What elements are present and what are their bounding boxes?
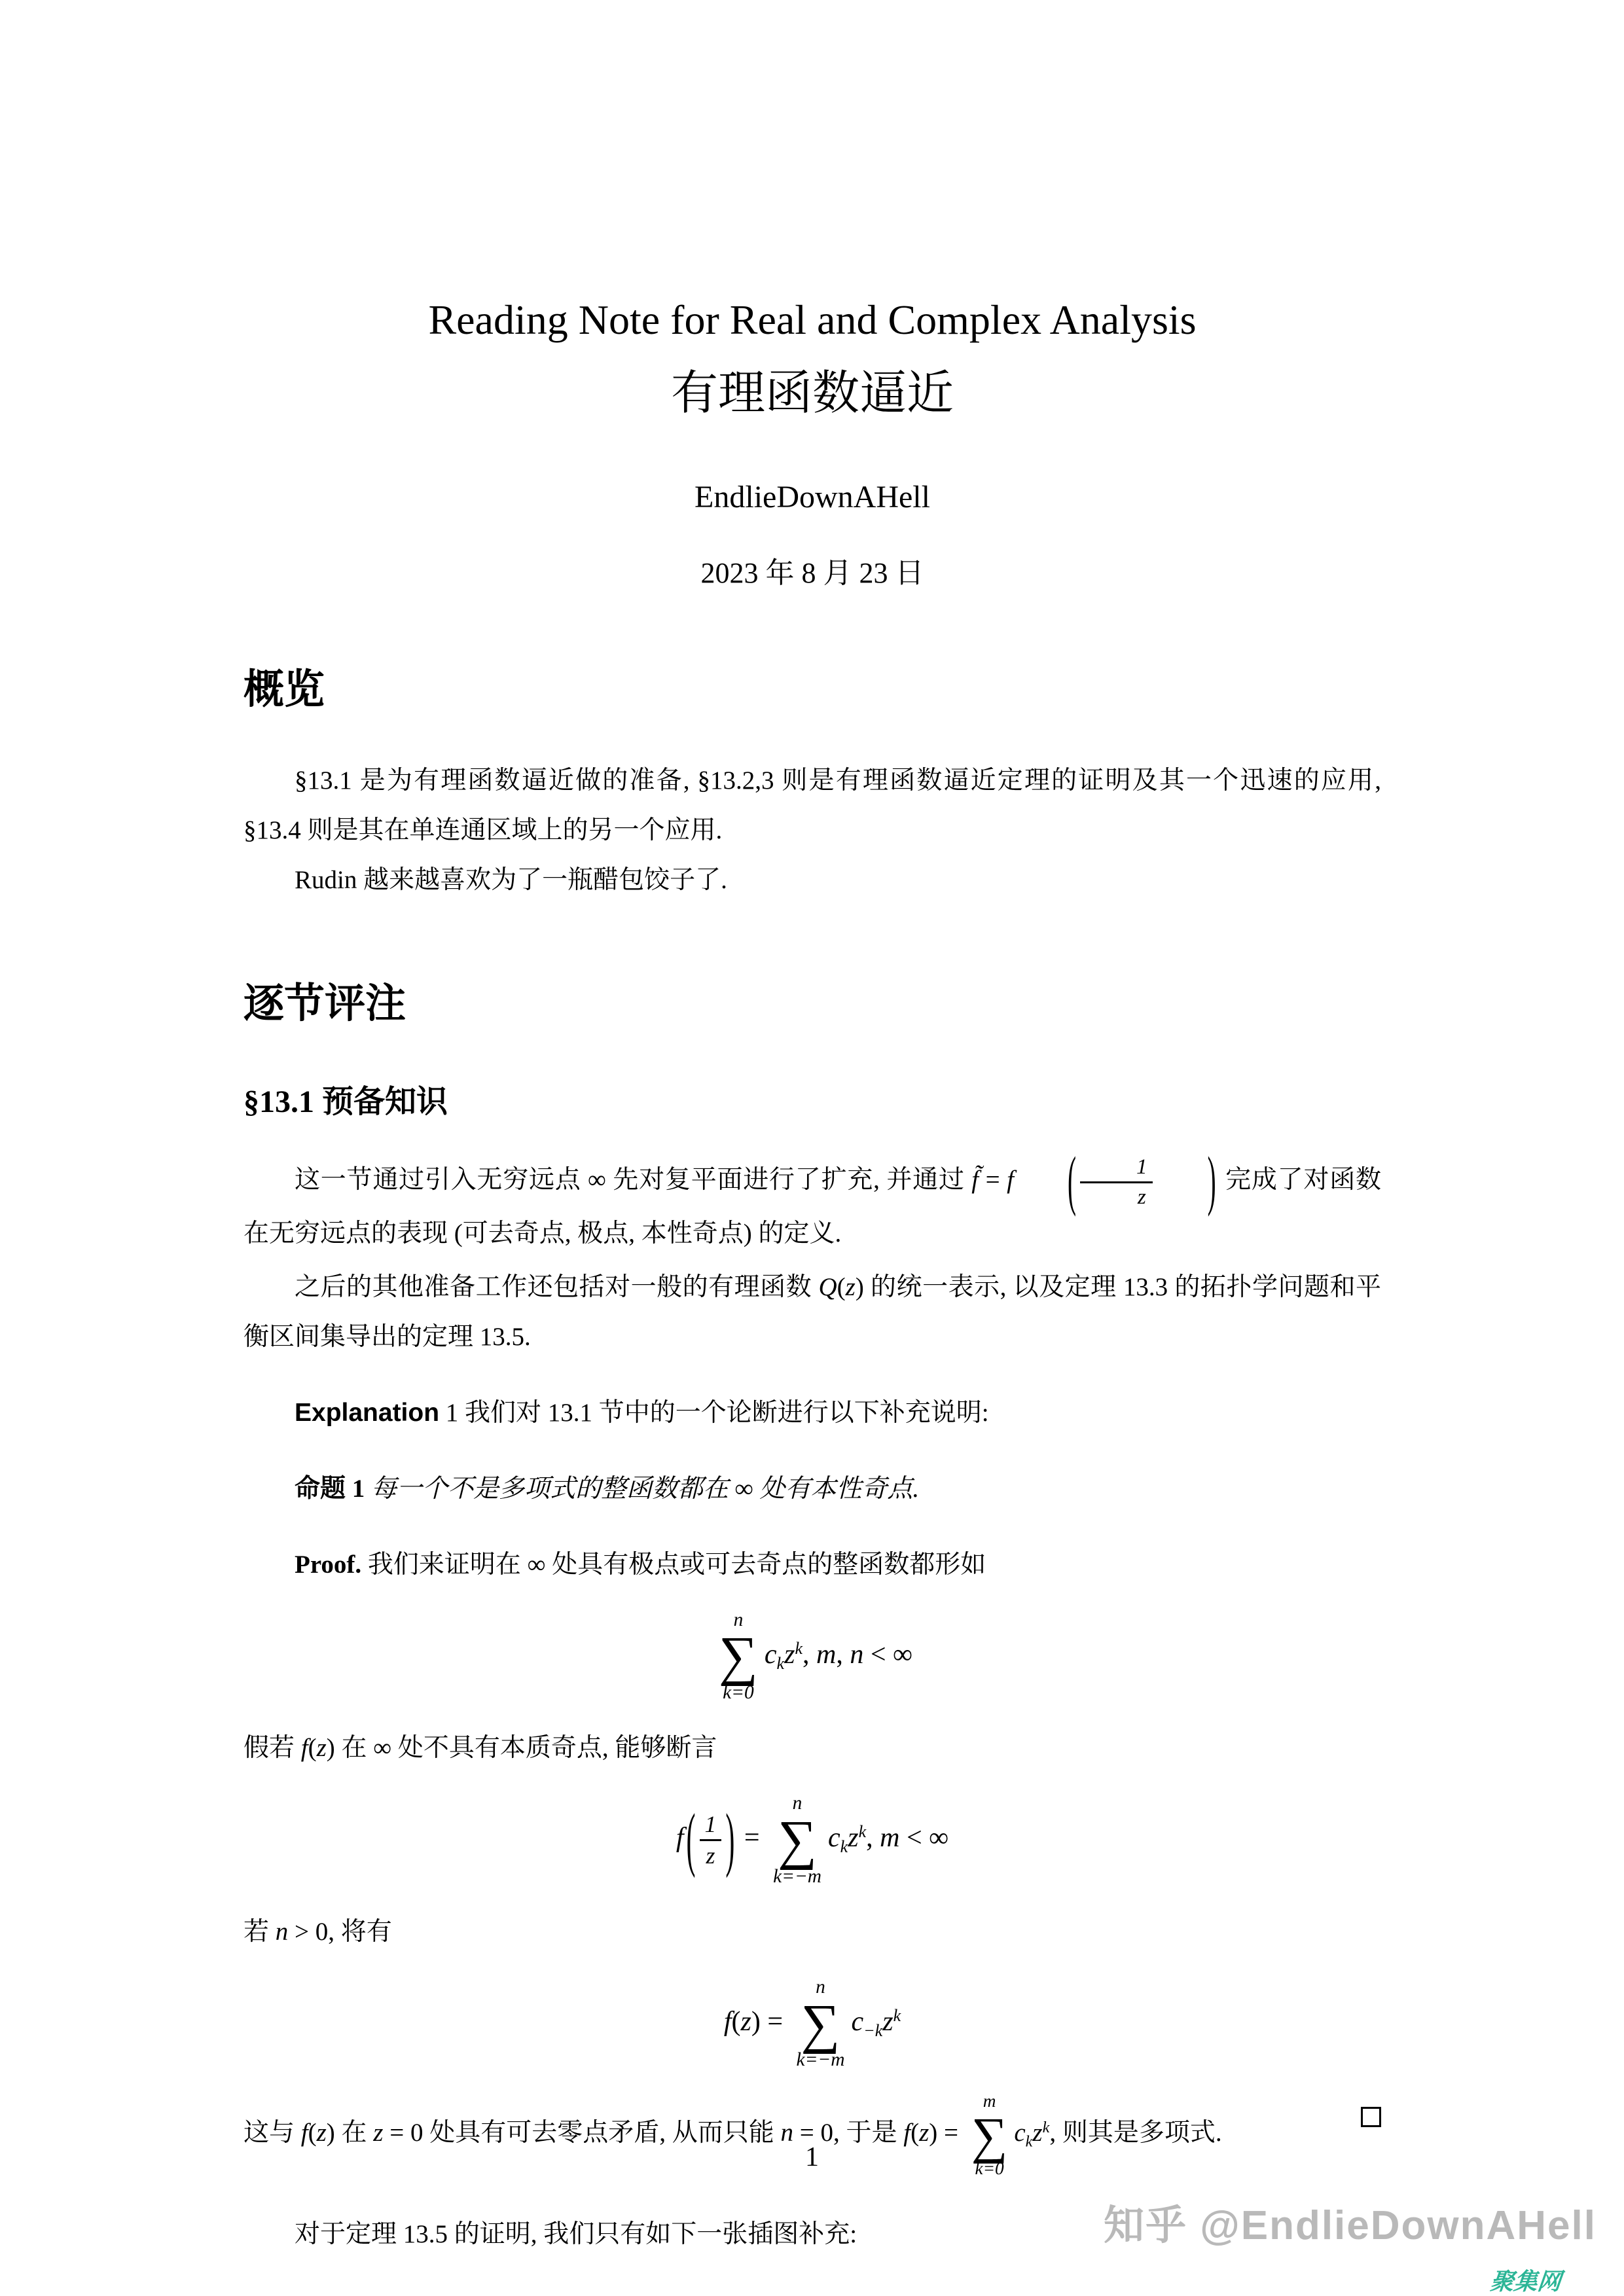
- subsection-heading-13-1: §13.1 预备知识: [244, 1084, 448, 1119]
- paragraph-preparation: 之后的其他准备工作还包括对一般的有理函数 Q(z) 的统一表示, 以及定理 13.3 的拓扑学问题和平衡区间集导出的定理 13.5.: [244, 1272, 1381, 1351]
- section-commentary: [244, 981, 1381, 2259]
- paragraph-plane-extension: 这一节通过引入无穷远点 ∞ 先对复平面进行了扩充, 并通过 f̃ = f ( $\frac{1}{z}$ ) 完成了对函数在无穷远点的表现 (可去奇点, 极点, 本性奇点) 的定义.: [244, 1145, 1381, 1247]
- overview-paragraph-intro: §13.1 是为有理函数逼近做的准备, §13.2,3 则是有理函数逼近定理的证明及其一个迅速的应用, §13.4 则是其在单连通区域上的另一个应用.: [244, 766, 1381, 844]
- overview-paragraph-rudin: Rudin 越来越喜欢为了一瓶醋包饺子了.: [295, 865, 727, 894]
- paragraph-if-n-positive: 若 n > 0, 将有: [244, 1918, 392, 1946]
- page-number: 1: [805, 2142, 819, 2172]
- document-title-english: Reading Note for Real and Complex Analysis: [428, 296, 1197, 343]
- paragraph-figure-note: 对于定理 13.5 的证明, 我们只有如下一张插图补充:: [295, 2219, 857, 2248]
- document-date: 2023 年 8 月 23 日: [700, 557, 924, 590]
- section-heading-commentary: 逐节评注: [244, 981, 406, 1026]
- paragraph-proposition-1: 命题 1 每一个不是多项式的整函数都在 ∞ 处有本性奇点.: [295, 1474, 920, 1503]
- formula-f-reciprocal-sum: f( $\frac{1}{z}$ ) = n ∑ k=−m $c_kz^k$, m < ∞: [676, 1793, 949, 1887]
- paragraph-assume: 假若 f(z) 在 ∞ 处不具有本质奇点, 能够断言: [244, 1734, 717, 1763]
- juji-site-logo: 聚集网: [1489, 2268, 1562, 2295]
- document-title-chinese: 有理函数逼近: [670, 367, 954, 420]
- zhihu-watermark: 知乎 @EndlieDownAHell: [1104, 2203, 1597, 2248]
- formula-polynomial-sum: n ∑ k=0 $c_kz^k$, m, n < ∞: [718, 1609, 912, 1703]
- formula-f-z-sum: f(z) = n ∑ k=−m $c_{-k}z^k$: [723, 1977, 901, 2071]
- paragraph-proof-intro: Proof. 我们来证明在 ∞ 处具有极点或可去奇点的整函数都形如: [295, 1550, 986, 1579]
- author-name: EndlieDownAHell: [695, 480, 930, 515]
- section-heading-overview: 概览: [244, 668, 325, 713]
- paragraph-explanation-1: Explanation 1 我们对 13.1 节中的一个论断进行以下补充说明:: [295, 1398, 989, 1427]
- section-overview: [244, 667, 1381, 905]
- page-content: [244, 0, 1381, 2259]
- paragraph-contradiction-conclusion: 这与 f(z) 在 z = 0 处具有可去零点矛盾, 从而只能 n = 0, 于是 f(z) = m ∑ k=0 $c_kz^k$, 则其是多项式.: [244, 2091, 1381, 2179]
